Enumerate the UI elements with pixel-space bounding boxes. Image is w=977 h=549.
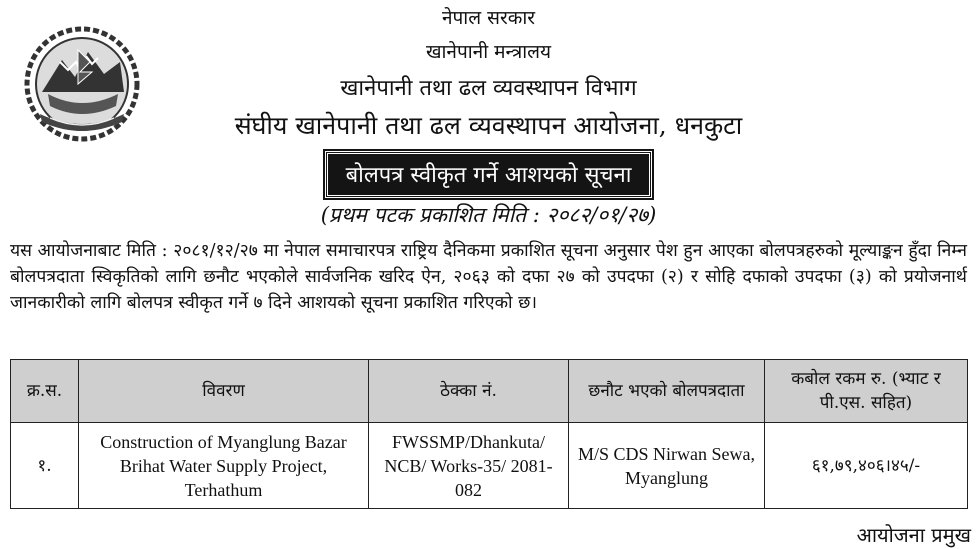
col-header-selected-bidder: छनौट भएको बोलपत्रदाता: [569, 360, 765, 423]
header-government: नेपाल सरकार: [441, 7, 536, 29]
table-header-row: [11, 360, 968, 423]
col-header-serial: क्र.स.: [11, 360, 79, 423]
cell-contract-no: FWSSMP/Dhankuta/ NCB/ Works-35/ 2081-082: [369, 423, 569, 509]
col-header-description: विवरण: [79, 360, 369, 423]
publication-date: (प्रथम पटक प्रकाशित मिति : २०८२/०१/२७): [320, 203, 657, 227]
cell-bid-amount: ६१,७९,४०६।४५/-: [765, 423, 968, 509]
notice-body-paragraph: यस आयोजनाबाट मिति : २०८१/१२/२७ मा नेपाल समाचारपत्र राष्ट्रिय दैनिकमा प्रकाशित सूचना अनुसार पेश हुन आएका बोलपत्रहरुको मूल्याङ्कन हुँदा निम्न बोलपत्रदाता स्विकृतिको लागि छनौट भएकोले सार्वजनिक खरिद ऐन, २०६३ को दफा २७ को उपदफा (२) र सोहि दफाको उपदफा (३) को प्रयोजनार्थ जानकारीको लागि बोलपत्र स्वीकृत गर्ने ७ दिने आशयको सूचना प्रकाशित गरिएको छ।: [10, 241, 967, 313]
header-department: खानेपानी तथा ढल व्यवस्थापन विभाग: [340, 76, 637, 101]
cell-selected-bidder: M/S CDS Nirwan Sewa, Myanglung: [569, 423, 765, 509]
bid-award-table: [10, 359, 968, 509]
cell-description: Construction of Myanglung Bazar Brihat Water Supply Project, Terhathum: [79, 423, 369, 509]
table-row: [11, 423, 968, 509]
header-project-office: संघीय खानेपानी तथा ढल व्यवस्थापन आयोजना, धनकुटा: [234, 111, 743, 140]
notice-title: बोलपत्र स्वीकृत गर्ने आशयको सूचना: [325, 151, 653, 198]
notice-title-banner: [0, 151, 977, 198]
signature-title: आयोजना प्रमुख: [856, 523, 971, 547]
col-header-bid-amount: कबोल रकम रु. (भ्याट र पी.एस. सहित): [765, 360, 968, 423]
cell-serial: १.: [11, 423, 79, 509]
header-ministry: खानेपानी मन्त्रालय: [425, 41, 552, 63]
col-header-contract-no: ठेक्का नं.: [369, 360, 569, 423]
